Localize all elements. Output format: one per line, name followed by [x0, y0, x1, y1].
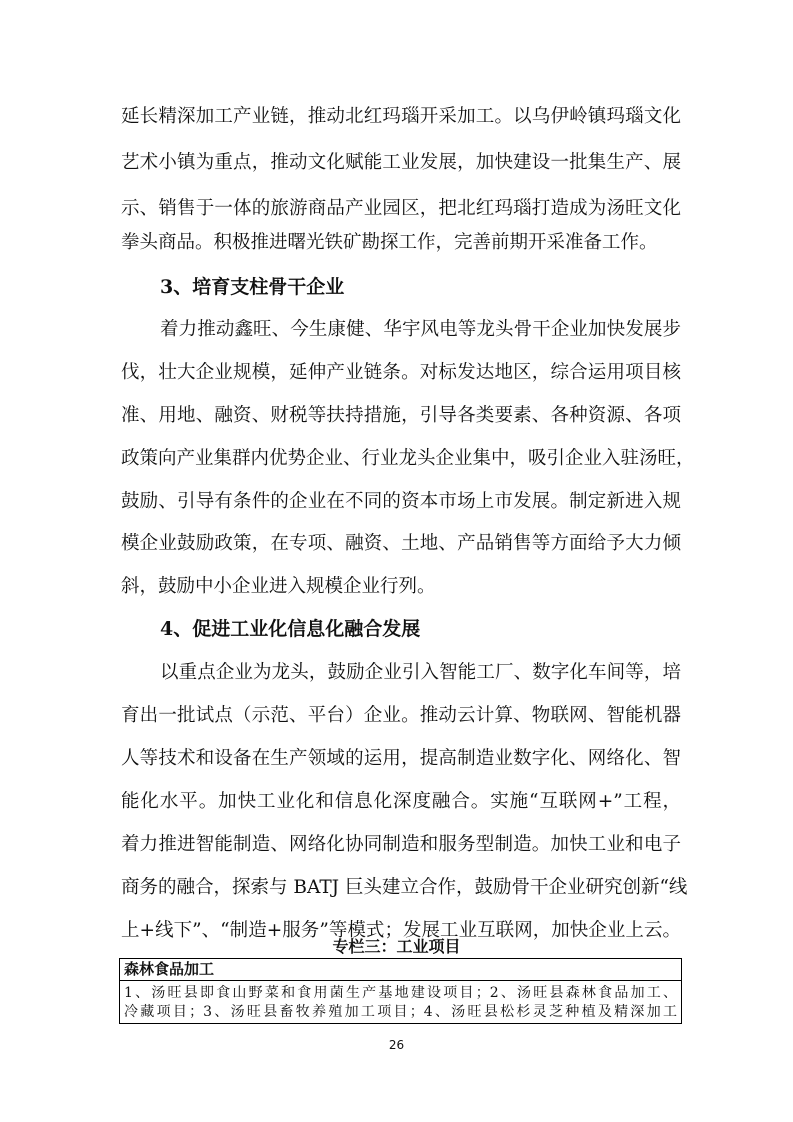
- paragraph-line: 人等技术和设备在生产领域的运用，提高制造业数字化、网络化、智: [121, 748, 681, 769]
- paragraph-line: 着力推进智能制造、网络化协同制造和服务型制造。加快工业和电子: [121, 834, 681, 855]
- paragraph-line: 上+线下”、“制造+服务”等模式；发展工业互联网，加快企业上云。: [121, 920, 681, 941]
- paragraph-line: 拳头商品。积极推进曙光铁矿勘探工作，完善前期开采准备工作。: [121, 232, 658, 253]
- box-text-line: 冷藏项目；3、汤旺县畜牧养殖加工项目；4、汤旺县松杉灵芝种植及精深加工: [124, 1004, 677, 1020]
- industrial-projects-box: [119, 958, 682, 1024]
- paragraph-line: 鼓励、引导有条件的企业在不同的资本市场上市发展。制定新进入规: [121, 491, 681, 512]
- paragraph-line: 延长精深加工产业链，推动北红玛瑙开采加工。以乌伊岭镇玛瑙文化: [121, 106, 681, 127]
- paragraph-line: 政策向产业集群内优势企业、行业龙头企业集中，吸引企业入驻汤旺，: [121, 448, 695, 469]
- box-title: 专栏三：工业项目: [332, 937, 461, 956]
- box-text-line: 1、汤旺县即食山野菜和食用菌生产基地建设项目；2、汤旺县森林食品加工、: [124, 985, 677, 1001]
- paragraph-line: 能化水平。加快工业化和信息化深度融合。实施“互联网+”工程，: [121, 791, 681, 812]
- paragraph-line: 模企业鼓励政策，在专项、融资、土地、产品销售等方面给予大力倾: [121, 533, 681, 554]
- section-heading-4: 4、促进工业化信息化融合发展: [160, 618, 421, 640]
- paragraph-line: 伐，壮大企业规模，延伸产业链条。对标发达地区，综合运用项目核: [121, 362, 681, 383]
- paragraph-line: 着力推动鑫旺、今生康健、华宇风电等龙头骨干企业加快发展步: [160, 319, 681, 340]
- page-number: 26: [388, 1038, 405, 1052]
- section-heading-3: 3、培育支柱骨干企业: [160, 276, 345, 298]
- paragraph-line: 育出一批试点（示范、平台）企业。推动云计算、物联网、智能机器: [121, 705, 681, 726]
- paragraph-line: 艺术小镇为重点，推动文化赋能工业发展，加快建设一批集生产、展: [121, 152, 681, 173]
- box-section-title: 森林食品加工: [120, 959, 681, 981]
- paragraph-line: 以重点企业为龙头，鼓励企业引入智能工厂、数字化车间等，培: [160, 662, 681, 683]
- paragraph-line: 商务的融合，探索与 BATJ 巨头建立合作，鼓励骨干企业研究创新“线: [121, 877, 688, 898]
- paragraph-line: 准、用地、融资、财税等扶持措施，引导各类要素、各种资源、各项: [121, 405, 681, 426]
- paragraph-line: 示、销售于一体的旅游商品产业园区，把北红玛瑙打造成为汤旺文化: [121, 198, 681, 219]
- paragraph-line: 斜，鼓励中小企业进入规模企业行列。: [121, 576, 436, 597]
